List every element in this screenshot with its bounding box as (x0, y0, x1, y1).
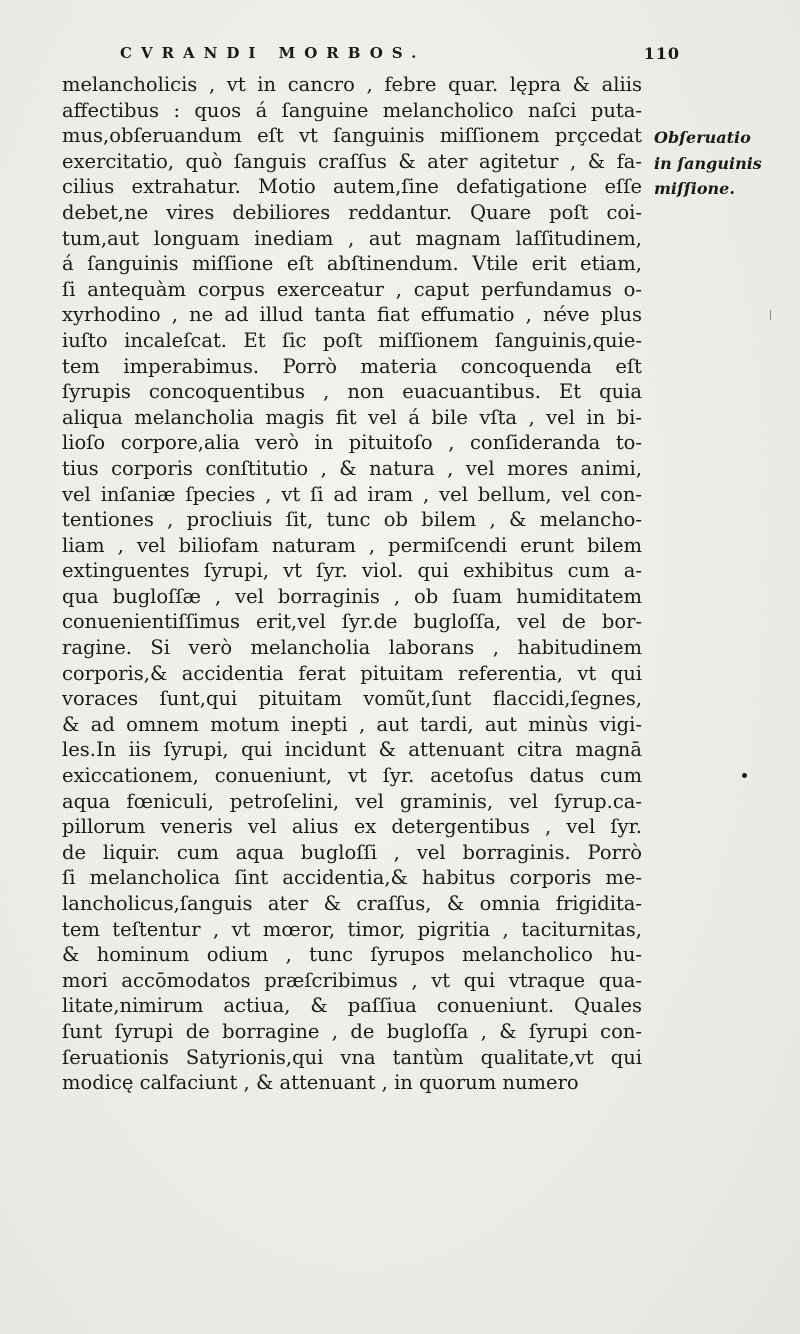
text-line: & hominum odium , tunc ſyrupos melancholico hu- (62, 943, 642, 967)
text-line: les.In iis ſyrupi, qui incidunt & attenuant citra magnā (62, 738, 642, 762)
text-line: tentiones , procliuis ſit, tunc ob bilem , & melancho- (62, 508, 642, 532)
text-line: extinguentes ſyrupi, vt ſyr. viol. qui exhibitus cum a- (62, 559, 642, 583)
text-line: iuſto incaleſcat. Et ſic poſt miſſionem ſanguinis,quie- (62, 328, 642, 352)
text-line: vel inſaniæ ſpecies , vt ſi ad iram , vel bellum, vel con- (62, 482, 642, 506)
text-line: ragine. Si verò melancholia laborans , habitudinem (62, 636, 642, 660)
page-number: 110 (643, 44, 680, 63)
margin-note-line: miſſione. (654, 179, 735, 199)
text-line: de liquir. cum aqua bugloſſi , vel borraginis. Porrò (62, 840, 642, 864)
paper-mark (770, 310, 771, 320)
text-line: exiccationem, conueniunt, vt ſyr. acetoſus datus cum (62, 764, 642, 788)
text-line: tius corporis conſtitutio , & natura , vel mores animi, (62, 456, 642, 480)
margin-note (654, 125, 794, 202)
text-line: mus,obſeruandum eſt vt ſanguinis miſſionem prçcedat (62, 124, 642, 148)
text-line: conuenientiſſimus erit,vel ſyr.de bugloſſa, vel de bor- (62, 610, 642, 634)
text-line: exercitatio, quò ſanguis craſſus & ater agitetur , & fa- (62, 149, 642, 173)
text-line: lancholicus,ſanguis ater & craſſus, & omnia frigidita- (62, 892, 642, 915)
text-line: aqua fœniculi, petroſelini, vel graminis, vel ſyrup.ca- (62, 789, 642, 813)
page-header (120, 44, 680, 74)
text-line: qua bugloſſæ , vel borraginis , ob ſuam humiditatem (62, 584, 642, 608)
text-line: á ſanguinis miſſione eſt abſtinendum. Vtile erit etiam, (62, 252, 642, 276)
margin-note-line: Obſeruatio (654, 128, 751, 147)
text-line: tum,aut longuam inediam , aut magnam laſſitudinem, (62, 226, 642, 250)
text-line: voraces ſunt,qui pituitam vomũt,ſunt flaccidi,ſegnes, (62, 687, 642, 711)
margin-note-line: in ſanguinis (654, 153, 762, 173)
running-head: CVRANDI MORBOS. (120, 44, 426, 62)
text-line: xyrhodino , ne ad illud tanta fiat effumatio , néve plus (62, 303, 642, 327)
main-text-block (62, 72, 642, 1096)
text-line: pillorum veneris vel alius ex detergentibus , vel ſyr. (62, 815, 642, 839)
text-line: liam , vel biliofam naturam , permiſcendi erunt bilem (62, 533, 642, 557)
text-line: ſi melancholica ſint accidentia,& habitus corporis me- (62, 866, 642, 890)
ink-speck (742, 773, 747, 778)
text-line: ſeruationis Satyrionis,qui vna tantùm qualitate,vt qui (62, 1045, 642, 1069)
text-line: mori accōmodatos præſcribimus , vt qui vtraque qua- (62, 968, 642, 992)
text-line: cilius extrahatur. Motio autem,ſine defatigatione eſſe (62, 175, 642, 199)
text-line: litate,nimirum actiua, & paſſiua conueniunt. Quales (62, 994, 642, 1018)
text-line: aliqua melancholia magis fit vel á bile vſta , vel in bi- (62, 405, 642, 429)
text-line: modicę calfaciunt , & attenuant , in quorum numero (62, 1071, 579, 1095)
text-line: ſunt ſyrupi de borragine , de bugloſſa , & ſyrupi con- (62, 1019, 642, 1043)
text-line: tem imperabimus. Porrò materia concoquenda eſt (62, 354, 642, 378)
text-line: corporis,& accidentia ferat pituitam referentia, vt qui (62, 661, 642, 685)
text-line: ſyrupis concoquentibus , non euacuantibus. Et quia (62, 380, 642, 404)
text-line: tem teſtentur , vt mœror, timor, pigritia , taciturnitas, (62, 917, 642, 941)
text-line: affectibus : quos á ſanguine melancholico naſci puta- (62, 98, 642, 122)
text-line: ſi antequàm corpus exerceatur , caput perfundamus o- (62, 277, 642, 301)
text-line: lioſo corpore,alia verò in pituitoſo , conſideranda to- (62, 431, 642, 455)
text-line: & ad omnem motum inepti , aut tardi, aut minùs vigi- (62, 712, 642, 736)
text-line: debet,ne vires debiliores reddantur. Quare poſt coi- (62, 200, 642, 224)
text-line: melancholicis , vt in cancro , febre quar. lępra & aliis (62, 73, 642, 96)
